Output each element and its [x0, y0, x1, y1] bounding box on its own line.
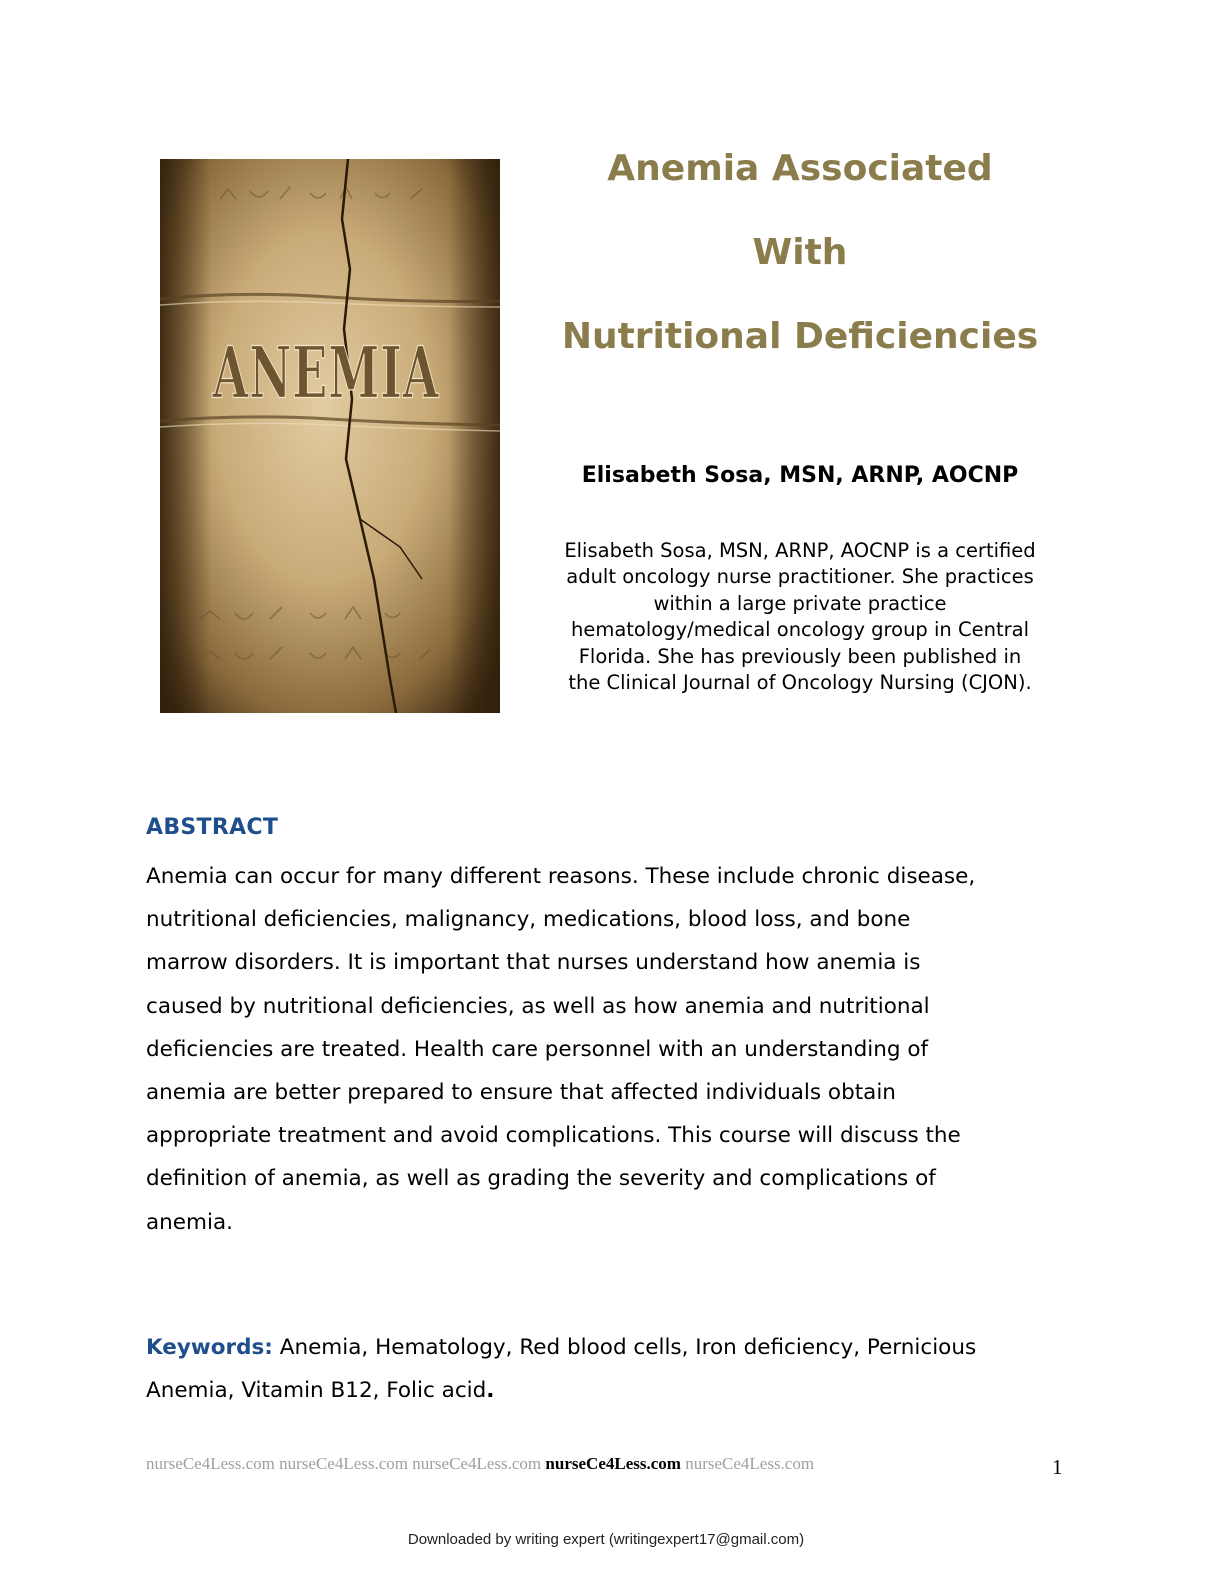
page-number: 1 [1052, 1455, 1063, 1479]
cover-image [160, 159, 500, 713]
keywords-end-period: . [486, 1378, 495, 1403]
watermark-text: nurseCe4Less.com nurseCe4Less.com nurseCe4Less.com [146, 1454, 546, 1473]
keywords-text: Anemia, Hematology, Red blood cells, Iron deficiency, Pernicious [272, 1335, 977, 1360]
document-title [540, 140, 1060, 392]
cover-image-text: ANEMIA [212, 332, 440, 416]
abstract-line: definition of anemia, as well as grading the severity and complications of [146, 1166, 936, 1192]
author-bio-line: Florida. She has previously been published in [578, 644, 1022, 668]
author-bio-line: adult oncology nurse practitioner. She practices [566, 565, 1034, 589]
keywords-line [146, 1326, 1106, 1369]
abstract-line: Anemia can occur for many different reasons. These include chronic disease, [146, 864, 976, 889]
keywords-section [146, 1326, 1106, 1412]
author-bio-line: hematology/medical oncology group in Central [570, 618, 1029, 642]
abstract-line: deficiencies are treated. Health care personnel with an understanding of [146, 1036, 929, 1062]
abstract-line: nutritional deficiencies, malignancy, medications, blood loss, and bone [146, 907, 911, 933]
author-bio-line: within a large private practice [653, 591, 947, 615]
abstract-line: caused by nutritional deficiencies, as well as how anemia and nutritional [146, 993, 930, 1019]
watermark-text-bold: nurseCe4Less.com [545, 1454, 681, 1473]
abstract-line: appropriate treatment and avoid complications. This course will discuss the [146, 1123, 961, 1149]
abstract-line: anemia are better prepared to ensure that affected individuals obtain [146, 1079, 896, 1105]
author-bio-line: Elisabeth Sosa, MSN, ARNP, AOCNP is a certified [564, 539, 1036, 562]
author-name: Elisabeth Sosa, MSN, ARNP, AOCNP [581, 463, 1019, 488]
keywords-line [146, 1369, 1106, 1412]
abstract-body [146, 855, 1086, 1244]
abstract-line: anemia. [146, 1209, 233, 1235]
keywords-text: Anemia, Vitamin B12, Folic acid [146, 1378, 487, 1403]
abstract-line: marrow disorders. It is important that nurses understand how anemia is [146, 950, 921, 976]
footer-watermark [146, 1453, 814, 1475]
abstract-heading: ABSTRACT [146, 815, 279, 840]
download-note: Downloaded by writing expert (writingexpert17@gmail.com) [407, 1531, 805, 1548]
keywords-label: Keywords: [146, 1335, 273, 1360]
author-bio-line: the Clinical Journal of Oncology Nursing (CJON). [568, 670, 1032, 694]
author-bio [530, 538, 1070, 696]
stone-tablet-illustration [160, 159, 500, 713]
title-line: Anemia Associated [607, 148, 993, 189]
watermark-text: nurseCe4Less.com [680, 1454, 815, 1473]
title-line: Nutritional Deficiencies [561, 316, 1039, 357]
title-line: With [752, 232, 848, 273]
